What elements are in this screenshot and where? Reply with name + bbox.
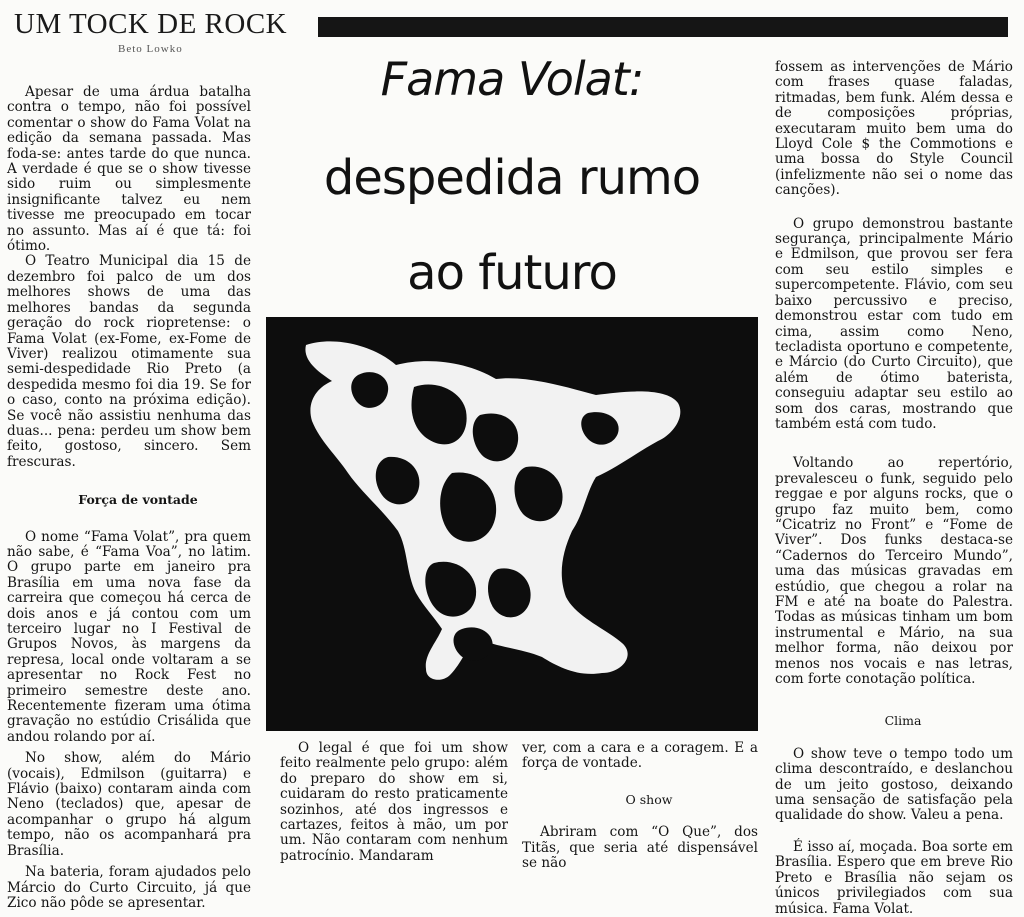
article-column-left [7, 85, 251, 911]
article-column-right [775, 60, 1013, 917]
headline-line-1: Fama Volat: [380, 52, 644, 106]
byline: Beto Lowko [118, 43, 183, 55]
paragraph: Voltando ao repertório, prevalesceu o funk, seguido pelo reggae e por alguns rocks, que o grupo faz muito bem, como “Cicatriz no Front” e “Fome de Viver”. Dos funks destaca-se “Cadernos do Terceiro Mundo”, uma das músicas gravadas em estúdio, que chegou a rolar na FM e até na boate do Palestra. Todas as músicas tinham um bom instrumental e Mário, na sua melhor forma, não deixou por menos nos vocais e nas letras, com forte conotação política. [775, 455, 1013, 688]
subheading: Força de vontade [78, 492, 198, 508]
article-column-middle-1 [280, 741, 508, 864]
paragraph: É isso aí, moçada. Boa sorte em Brasília. Espero que em breve Rio Preto e Brasília não sejam os únicos privilegiados com sua música. Fama Volat. [775, 838, 1013, 917]
paragraph: O legal é que foi um show feito realmente pelo grupo: além do preparo do show em si, cuidaram do resto praticamente sozinhos, até dos ingressos e cartazes, feitos à mão, um por um. Não contaram com nenhum patrocínio. Mandaram [280, 740, 508, 864]
paragraph: Apesar de uma árdua batalha contra o tempo, não foi possível comentar o show do Fama Volat na edição da semana passada. Mas foda-se: antes tarde do que nunca. A verdade é que se o show tivesse sido ruim ou simplesmente insignificante talvez eu nem tivesse me preocupado em tocar no assunto. Mas aí é que tá: foi ótimo. [7, 84, 251, 255]
headline-line-3: ao futuro [407, 245, 617, 301]
paragraph: O Teatro Municipal dia 15 de dezembro foi palco de um dos melhores shows de uma das melhores bandas da segunda geração do rock riopretense: o Fama Volat (ex-Fome, ex-Fome de Viver) realizou otimamente sua semi-despedidade Rio Preto (a despedida mesmo foi dia 19. Se for o caso, conto na próxima edição). Se você não assistiu nenhuma das duas... pena: perdeu um show bem feito, gostoso, sincero. Sem frescuras. [7, 253, 251, 470]
paragraph: No show, além do Mário (vocais), Edmilson (guitarra) e Flávio (baixo) contaram ainda com Neno (teclados) que, apesar de acompanhar o grupo há algum tempo, não os acompanhará pra Brasília. [7, 750, 251, 859]
paragraph: O grupo demonstrou bastante segurança, principalmente Mário e Edmilson, que provou ser fera com seu estilo simples e supercompetente. Flávio, com seu baixo percussivo e preciso, demonstrou estar com tudo em cima, assim como Neno, tecladista oportuno e competente, e Márcio (do Curto Circuito), que além de ótimo baterista, conseguiu adaptar seu estilo ao som dos caras, mostrando que também está com tudo. [775, 215, 1013, 432]
header-rule [318, 17, 1008, 37]
performer-silhouette-image [266, 317, 758, 731]
paragraph: ver, com a cara e a coragem. E a força de vontade. [522, 740, 758, 772]
article-column-middle-2 [522, 741, 758, 871]
subheading: Clima [884, 713, 922, 729]
column-title: UM TOCK DE ROCK [14, 8, 288, 40]
headline-line-2: despedida rumo [323, 150, 701, 206]
paragraph: O nome “Fama Volat”, pra quem não sabe, é “Fama Voa”, no latim. O grupo parte em janeiro pra Brasília em uma nova fase da carreira que começou há cerca de dois anos e já contou com um terceiro lugar no I Festival de Grupos Novos, às margens da represa, local onde voltaram a se apresentar no Rock Fest no primeiro semestre deste ano. Recentemente fizeram uma ótima gravação no estúdio Crisálida que andou rolando por aí. [7, 528, 251, 745]
paragraph: Abriram com “O Que”, dos Titãs, que seria até dispensável se não [522, 824, 758, 872]
paragraph: Na bateria, foram ajudados pelo Márcio do Curto Circuito, já que Zico não pôde se apresentar. [7, 864, 251, 911]
paragraph: O show teve o tempo todo um clima descontraído, e deslanchou de um jeito gostoso, deixando uma sensação de satisfação pela qualidade do show. Valeu a pena. [775, 745, 1013, 824]
paragraph: fossem as intervenções de Mário com frases quase faladas, ritmadas, bem funk. Além dessa e de composições próprias, executaram muito bem uma do Lloyd Cole $ the Commotions e uma bossa do Style Council (infelizmente não sei o nome das canções). [775, 59, 1013, 199]
subheading: O show [625, 791, 673, 807]
band-photo [266, 317, 758, 731]
